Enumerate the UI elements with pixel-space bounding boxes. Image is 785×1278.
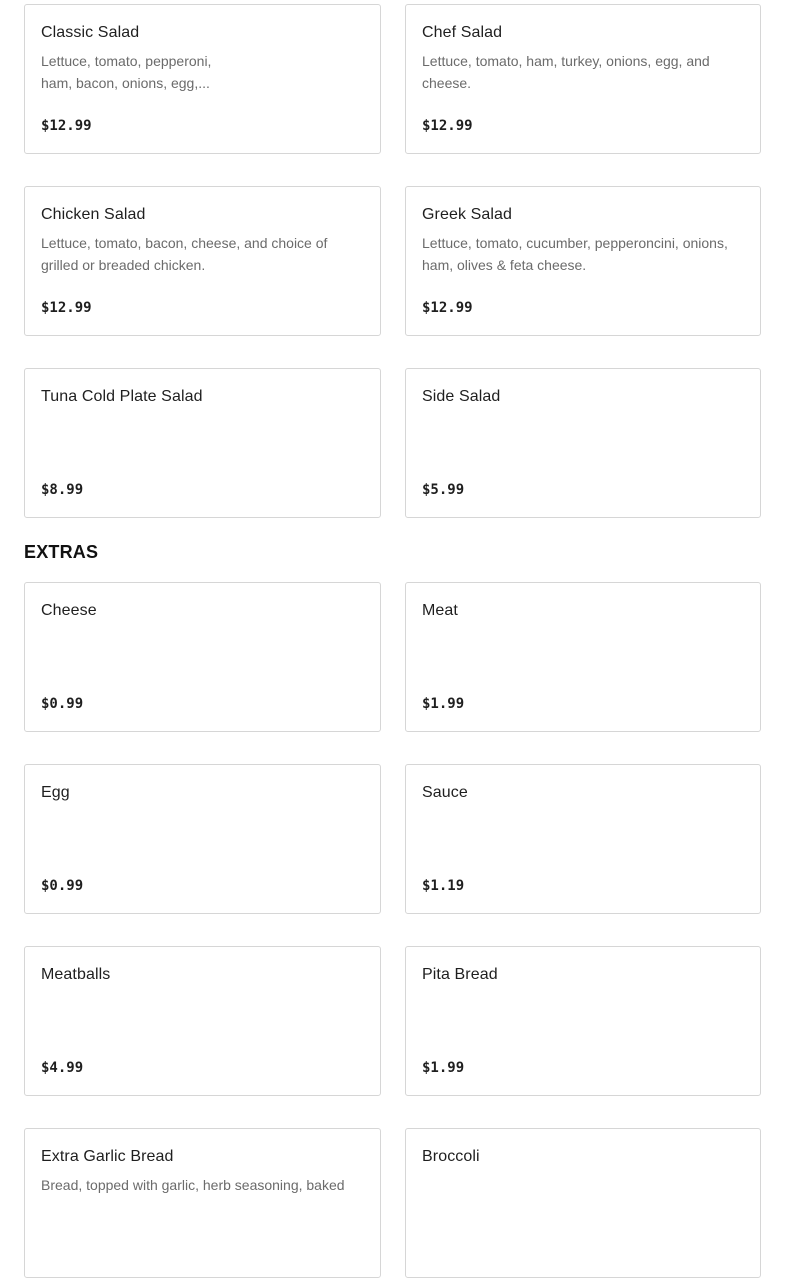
menu-item-description: Bread, topped with garlic, herb seasoning, baked — [41, 1177, 345, 1193]
salads-menu-grid — [24, 4, 761, 518]
menu-item-price: $8.99 — [41, 482, 84, 498]
menu-item-name: Egg — [41, 784, 70, 801]
menu-item-card[interactable] — [405, 582, 761, 732]
menu-item-price: $12.99 — [41, 118, 92, 134]
menu-item-description: Lettuce, tomato, bacon, cheese, and choice of grilled or breaded chicken. — [41, 235, 328, 273]
menu-item-name: Tuna Cold Plate Salad — [41, 388, 203, 405]
menu-item-price: $1.99 — [422, 696, 465, 712]
menu-item-price: $5.99 — [422, 482, 465, 498]
menu-item-card[interactable] — [24, 946, 381, 1096]
menu-item-price: $0.99 — [41, 696, 84, 712]
menu-item-name: Meat — [422, 602, 458, 619]
menu-item-name: Meatballs — [41, 966, 111, 983]
menu-item-name: Cheese — [41, 602, 97, 619]
menu-item-card[interactable] — [405, 4, 761, 154]
menu-item-name: Extra Garlic Bread — [41, 1148, 174, 1165]
section-title-extras: EXTRAS — [24, 542, 99, 562]
extras-menu-grid — [24, 582, 761, 1278]
menu-item-description: Lettuce, tomato, pepperoni, ham, bacon, onions, egg,... — [41, 53, 212, 91]
menu-item-card[interactable] — [24, 368, 381, 518]
menu-item-price: $0.99 — [41, 878, 84, 894]
menu-item-name: Chef Salad — [422, 24, 503, 41]
menu-item-description: Lettuce, tomato, ham, turkey, onions, egg, and cheese. — [422, 53, 710, 91]
menu-item-price: $12.99 — [422, 118, 473, 134]
menu-item-price: $12.99 — [422, 300, 473, 316]
menu-item-card[interactable] — [24, 582, 381, 732]
menu-item-card[interactable] — [405, 186, 761, 336]
menu-item-price: $1.19 — [422, 878, 465, 894]
menu-item-name: Chicken Salad — [41, 206, 146, 223]
menu-item-card[interactable] — [24, 764, 381, 914]
menu-item-name: Broccoli — [422, 1148, 480, 1165]
menu-item-description: Lettuce, tomato, cucumber, pepperoncini, onions, ham, olives & feta cheese. — [422, 235, 728, 273]
menu-item-card[interactable] — [405, 764, 761, 914]
menu-item-name: Greek Salad — [422, 206, 513, 223]
menu-item-name: Sauce — [422, 784, 468, 801]
menu-item-name: Pita Bread — [422, 966, 498, 983]
menu-item-card[interactable] — [24, 186, 381, 336]
menu-item-price: $4.99 — [41, 1060, 84, 1076]
menu-item-card[interactable] — [24, 1128, 381, 1278]
menu-item-card[interactable] — [405, 368, 761, 518]
menu-item-card[interactable] — [24, 4, 381, 154]
menu-item-name: Classic Salad — [41, 24, 140, 41]
menu-item-name: Side Salad — [422, 388, 501, 405]
menu-item-card[interactable] — [405, 1128, 761, 1278]
menu-item-card[interactable] — [405, 946, 761, 1096]
menu-item-price: $1.99 — [422, 1060, 465, 1076]
menu-item-price: $12.99 — [41, 300, 92, 316]
